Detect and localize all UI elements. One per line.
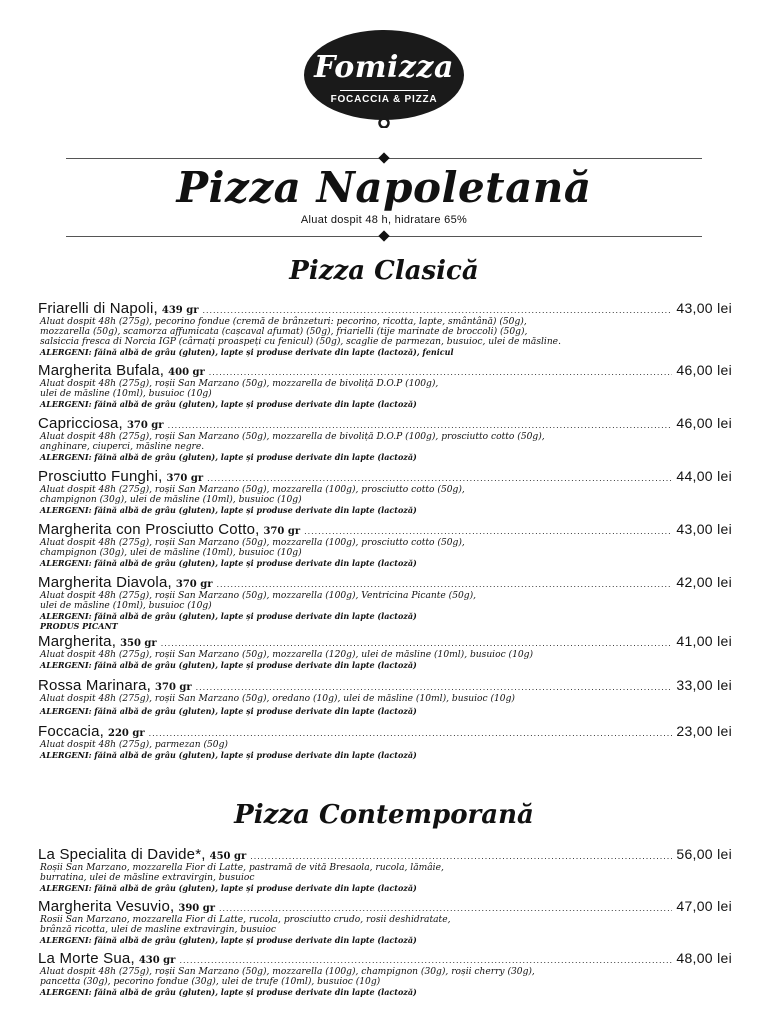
item-price: 41,00 lei [676,633,732,649]
menu-subtitle: Aluat dospit 48 h, hidratare 65% [300,214,468,226]
spicy-note: PRODUS PICANT [40,621,118,631]
dot-leader [161,638,673,648]
item-desc-line: Aluat dospit 48h (275g), roșii San Marzano (50g), mozzarella (100g), prosciutto cotto (50g), [40,485,465,495]
item-desc-line: Aluat dospit 48h (275g), pecorino fondue (cremă de brânzeturi: pecorino, ricotta, lapte, smântână) (50g), [40,317,527,327]
item-weight: 370 gr [126,420,164,431]
item-desc-line: Aluat dospit 48h (275g), parmezan (50g) [40,740,228,750]
item-desc-line: Aluat dospit 48h (275g), roșii San Marzano (50g), oredano (10g), ulei de măsline (10ml), busuioc (10g) [40,694,515,704]
item-weight: 220 gr [108,728,145,739]
item-desc-line: brânză ricotta, ulei de masline extravirgin, busuioc [40,925,276,935]
item-desc-line: Rosii San Marzano, mozzarella Fior di Latte, rucola, prosciutto crudo, rosii deshidratate, [40,915,451,925]
item-allergens: ALERGENI: făină albă de grâu (gluten), lapte și produse derivate din lapte (lactoză) [40,558,417,568]
dot-leader [207,473,672,483]
item-price: 46,00 lei [676,362,732,378]
dot-leader [168,420,673,430]
item-allergens: ALERGENI: făină albă de grâu (gluten), lapte și produse derivate din lapte (lactoză) [40,399,417,409]
item-desc-line: champignon (30g), ulei de măsline (10ml), busuioc (10g) [40,548,302,558]
menu-item [38,574,732,631]
item-price: 47,00 lei [676,898,732,914]
logo-script-text: Fomizza [314,50,454,85]
menu-item [38,898,732,945]
menu-item [38,362,732,409]
item-desc-line: Aluat dospit 48h (275g), roșii San Marzano (50g), mozzarella de bivoliță D.O.P (100g), [40,379,439,389]
item-price: 44,00 lei [676,468,732,484]
item-allergens: ALERGENI: făină albă de grâu (gluten), lapte și produse derivate din lapte (lactoză) [40,987,417,997]
item-price: 33,00 lei [676,677,732,693]
menu-item [38,521,732,568]
item-name: Prosciutto Funghi, [38,468,163,485]
menu-item [38,300,732,357]
item-desc-line: champignon (30g), ulei de măsline (10ml), busuioc (10g) [40,495,302,505]
item-price: 46,00 lei [676,415,732,431]
menu-item [38,677,732,716]
item-desc-line: Aluat dospit 48h (275g), roșii San Marzano (50g), mozzarella (120g), ulei de măsline (10ml), busuioc (10g) [40,650,534,660]
item-allergens: ALERGENI: făină albă de grâu (gluten), lapte și produse derivate din lapte (lactoză), fenicul [40,347,454,357]
item-desc-line: Aluat dospit 48h (275g), roșii San Marzano (50g), mozzarella (100g), prosciutto cotto (50g), [40,538,465,548]
item-weight: 439 gr [161,305,199,316]
dot-leader [209,367,673,377]
item-weight: 370 gr [175,579,213,590]
item-desc-line: pancetta (30g), pecorino fondue (30g), ulei de trufe (10ml), busuioc (10g) [40,977,381,987]
brand-logo [302,30,466,128]
dot-leader [196,682,673,692]
item-weight: 390 gr [178,903,215,914]
item-weight: 370 gr [166,473,204,484]
menu-item [38,950,732,997]
item-allergens: ALERGENI: făină albă de grâu (gluten), lapte și produse derivate din lapte (lactoză) [40,750,417,760]
item-name: Foccacia, [38,723,104,740]
item-name: Margherita Vesuvio, [38,898,175,915]
item-desc-line: Aluat dospit 48h (275g), roșii San Marzano (50g), mozzarella (100g), Ventricina Picante (50g), [40,591,477,601]
item-weight: 350 gr [120,638,157,649]
dot-leader [304,526,672,536]
item-name: Margherita Bufala, [38,362,165,379]
item-price: 23,00 lei [676,723,732,739]
menu-item [38,468,732,515]
item-desc-line: Aluat dospit 48h (275g), roșii San Marzano (50g), mozzarella de bivoliță D.O.P (100g), prosciutto cotto (50g), [40,432,545,442]
item-price: 43,00 lei [676,300,732,316]
menu-item [38,415,732,462]
item-weight: 430 gr [138,955,176,966]
item-desc-line: Aluat dospit 48h (275g), roșii San Marzano (50g), mozzarella (100g), champignon (30g), roșii cherry (30g), [40,967,535,977]
item-weight: 400 gr [168,367,205,378]
item-weight: 370 gr [155,682,192,693]
item-allergens: ALERGENI: făină albă de grâu (gluten), lapte și produse derivate din lapte (lactoză) [40,883,417,893]
item-price: 42,00 lei [676,574,732,590]
item-allergens: ALERGENI: făină albă de grâu (gluten), lapte și produse derivate din lapte (lactoză) [40,452,417,462]
item-weight: 370 gr [263,526,301,537]
menu-item [38,846,732,893]
dot-leader [219,903,672,913]
item-desc-line: anghinare, ciuperci, măsline negre. [40,442,205,452]
dot-leader [216,579,672,589]
item-price: 48,00 lei [676,950,732,966]
item-name: La Specialita di Davide*, [38,846,206,863]
item-price: 43,00 lei [676,521,732,537]
item-desc-line: burratina, ulei de măsline extravirgin, busuioc [40,873,255,883]
dot-leader [203,305,673,315]
item-desc-line: ulei de măsline (10ml), busuioc (10g) [40,601,212,611]
item-desc-line: salsiccia fresca di Norcia IGP (cârnați proaspeți cu fenicul) (50g), scaglie de parmezan, busuioc, ulei de măsline. [40,337,561,347]
item-name: Capricciosa, [38,415,123,432]
dot-leader [149,728,673,738]
bottom-divider-diamond [378,230,389,241]
section-title-contemporana: Pizza Contemporană [234,800,534,830]
menu-item [38,723,732,760]
item-allergens: ALERGENI: făină albă de grâu (gluten), lapte și produse derivate din lapte (lactoză) [40,706,417,716]
item-allergens: ALERGENI: făină albă de grâu (gluten), lapte și produse derivate din lapte (lactoză) [40,505,417,515]
dot-leader [179,955,672,965]
item-name: La Morte Sua, [38,950,135,967]
item-name: Rossa Marinara, [38,677,152,694]
logo-tagline: FOCACCIA & PIZZA [330,94,438,105]
item-price: 56,00 lei [676,846,732,862]
menu-item [38,633,732,670]
item-allergens: ALERGENI: făină albă de grâu (gluten), lapte și produse derivate din lapte (lactoză) [40,660,417,670]
top-divider-diamond [378,152,389,163]
item-name: Margherita, [38,633,117,650]
dot-leader [250,851,672,861]
item-desc-line: ulei de măsline (10ml), busuioc (10g) [40,389,212,399]
item-name: Margherita con Prosciutto Cotto, [38,521,260,538]
item-allergens: ALERGENI: făină albă de grâu (gluten), lapte și produse derivate din lapte (lactoză) [40,611,417,621]
item-name: Friarelli di Napoli, [38,300,158,317]
item-name: Margherita Diavola, [38,574,172,591]
item-desc-line: Roșii San Marzano, mozzarella Fior di Latte, pastramă de vită Bresaola, rucola, lămâie, [40,863,444,873]
section-title-clasica: Pizza Clasică [289,256,479,286]
item-desc-line: mozzarella (50g), scamorza affumicata (cașcaval afumat) (50g), friarielli (tije marinate de broccoli) (50g), [40,327,528,337]
item-weight: 450 gr [209,851,247,862]
item-allergens: ALERGENI: făină albă de grâu (gluten), lapte și produse derivate din lapte (lactoză) [40,935,417,945]
menu-title: Pizza Napoletană [176,163,592,212]
